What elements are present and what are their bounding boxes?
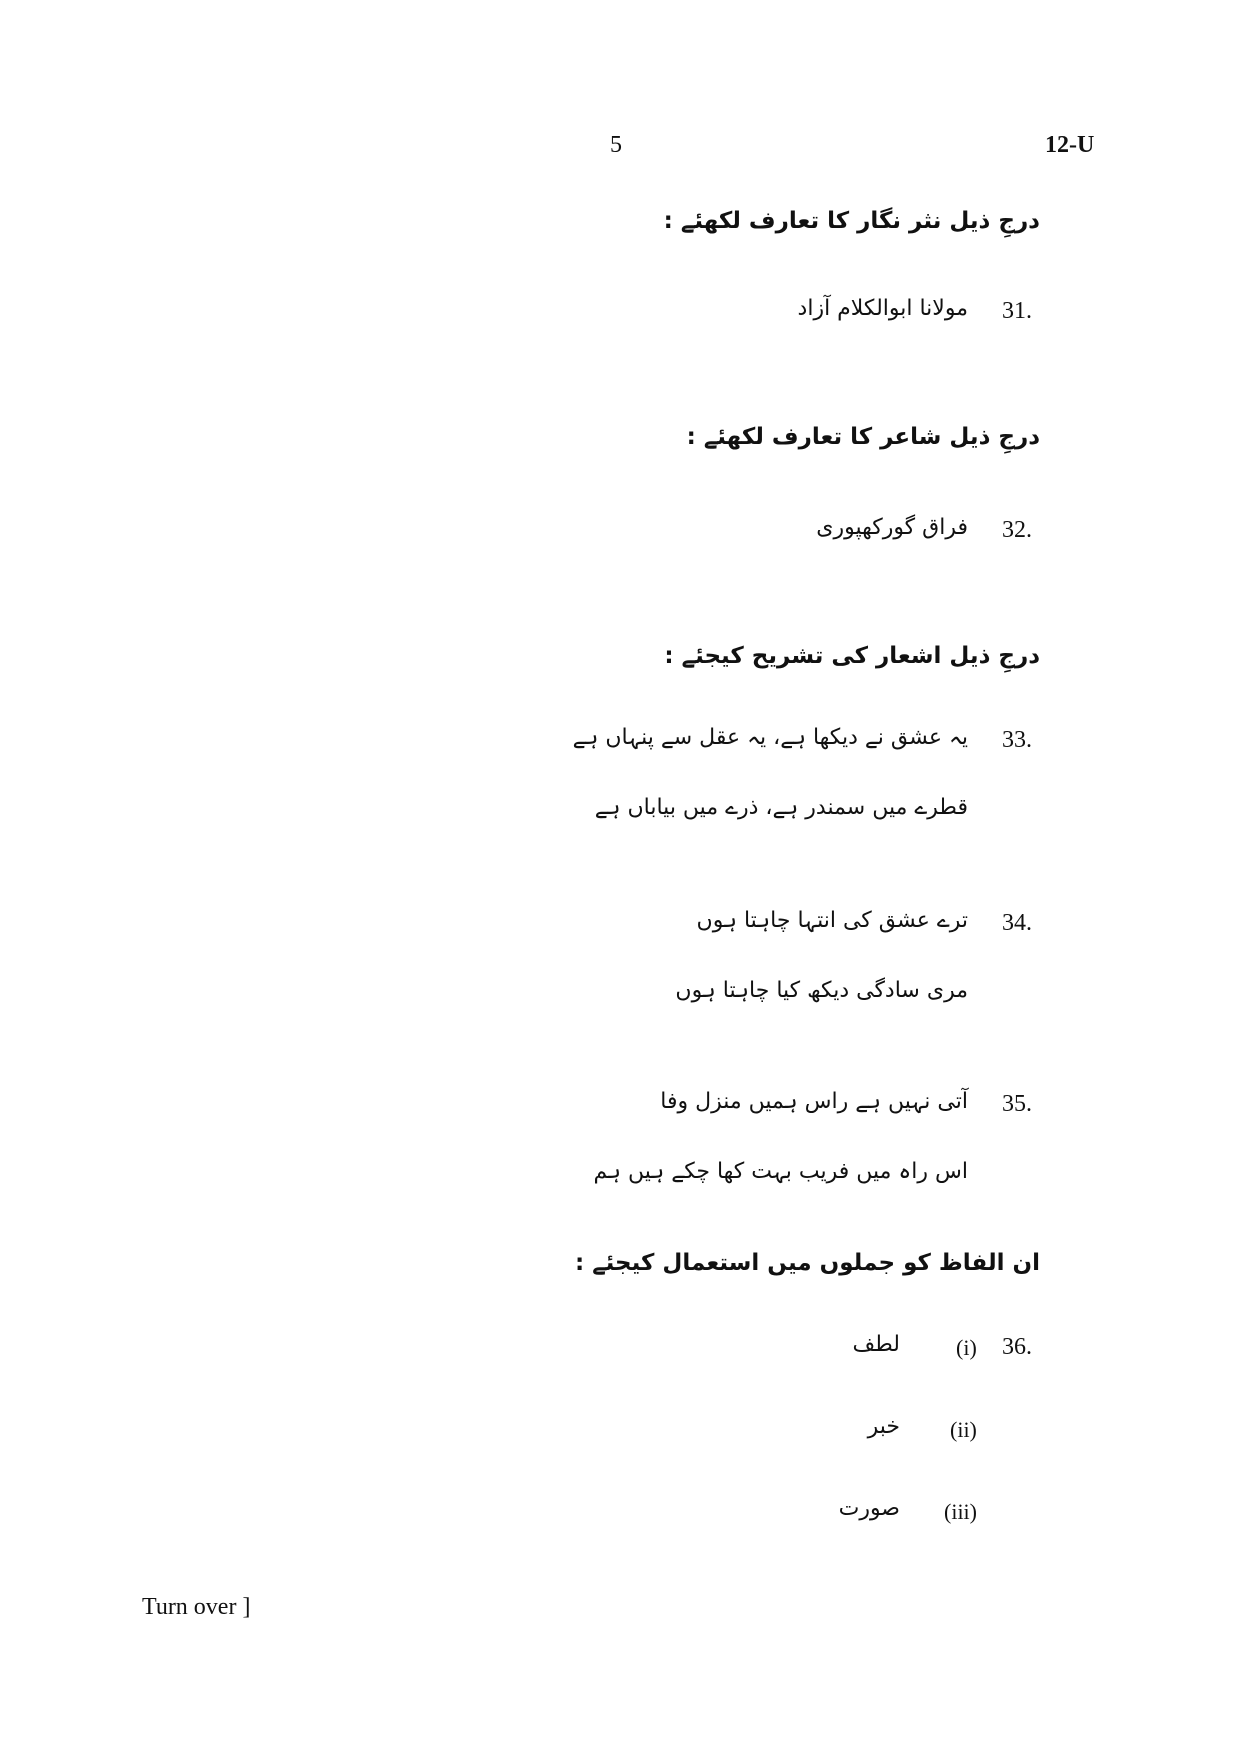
page-number: 5 <box>610 132 622 158</box>
turn-over-note: Turn over ] <box>142 1594 251 1620</box>
section-instruction: درجِ ذیل شاعر کا تعارف لکھئے : <box>686 424 1040 450</box>
verse-line: مری سادگی دیکھ کیا چاہتا ہوں <box>675 978 968 1003</box>
word-item: لطف <box>852 1332 900 1357</box>
section-instruction: درجِ ذیل نثر نگار کا تعارف لکھئے : <box>663 208 1040 234</box>
sub-item-label: (iii) <box>944 1499 977 1524</box>
question-number: 32. <box>1002 517 1032 543</box>
verse-line: یہ عشق نے دیکھا ہے، یہ عقل سے پنہاں ہے <box>572 725 968 750</box>
paper-code: 12-U <box>1045 132 1095 158</box>
question-number: 31. <box>1002 298 1032 324</box>
word-item: خبر <box>867 1414 900 1439</box>
verse-line: ترے عشق کی انتہا چاہتا ہوں <box>696 908 968 933</box>
section-instruction: درجِ ذیل اشعار کی تشریح کیجئے : <box>664 643 1040 669</box>
verse-line: قطرے میں سمندر ہے، ذرے میں بیاباں ہے <box>594 795 968 820</box>
question-number: 35. <box>1002 1091 1032 1117</box>
question-number: 36. <box>1002 1334 1032 1360</box>
question-number: 33. <box>1002 727 1032 753</box>
verse-line: اس راہ میں فریب بہت کھا چکے ہیں ہم <box>593 1159 968 1184</box>
verse-line: آتی نہیں ہے راس ہمیں منزل وفا <box>660 1089 968 1114</box>
sub-item-label: (ii) <box>950 1417 977 1442</box>
question-number: 34. <box>1002 910 1032 936</box>
word-item: صورت <box>838 1496 900 1521</box>
section-instruction: ان الفاظ کو جملوں میں استعمال کیجئے : <box>574 1250 1040 1276</box>
question-text: فراق گورکھپوری <box>816 515 968 540</box>
question-text: مولانا ابوالکلام آزاد <box>797 296 968 321</box>
sub-item-label: (i) <box>956 1335 977 1360</box>
